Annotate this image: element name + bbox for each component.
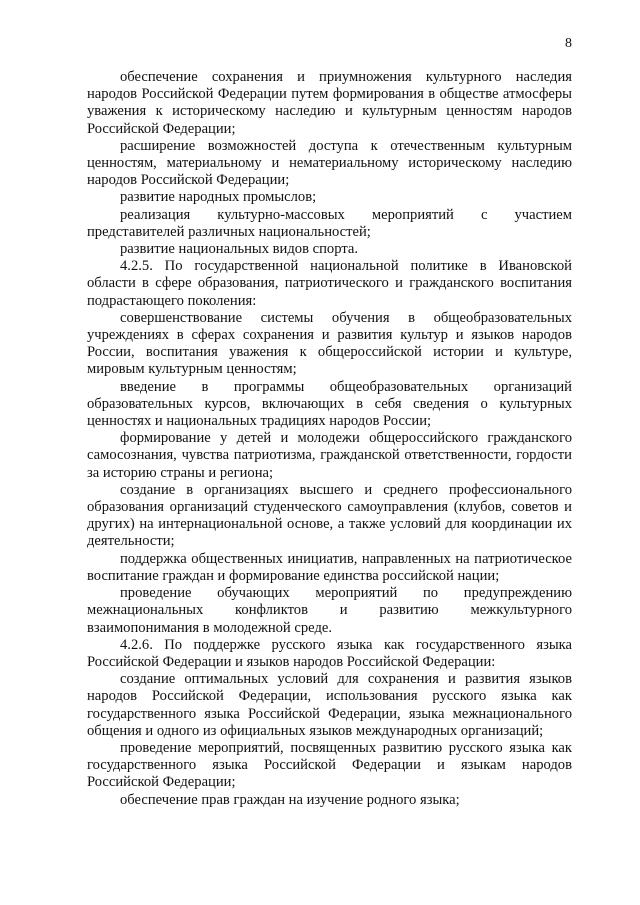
paragraph-training: проведение обучающих мероприятий по предупреждению межнациональных конфликтов и развитию межкультурного взаимопонимания в молодежной среде. (87, 585, 572, 636)
paragraph-language-events: проведение мероприятий, посвященных развитию русского языка как государственного языка Российской Федерации и языкам народов Российской Федерации; (87, 739, 572, 791)
paragraph-youth-identity: формирование у детей и молодежи общероссийского гражданского самосознания, чувства патриотизма, гражданской ответственности, гордости за историю страны и региона; (87, 430, 572, 481)
paragraph-courses: введение в программы общеобразовательных организаций образовательных курсов, включающих в себя сведения о культурных ценностях и национальных традициях народов России; (87, 378, 572, 430)
paragraph-sports: развитие национальных видов спорта. (120, 241, 359, 258)
section-4-2-5-heading: 4.2.5. По государственной национальной политике в Ивановской области в сфере образования, патриотического и гражданского воспитания подрастающего поколения: (87, 258, 572, 309)
paragraph-access: расширение возможностей доступа к отечественным культурным ценностям, материальному и нематериальному историческому наследию народов Российской Федерации; (87, 137, 572, 189)
paragraph-language-conditions: создание оптимальных условий для сохранения и развития языков народов Российской Федерации, использования русского языка как государственного языка Российской Федерации, языка межнационального общения и одного из официальных языков международных организаций; (87, 671, 572, 739)
paragraph-heritage: обеспечение сохранения и приумножения культурного наследия народов Российской Федерации путем формирования в обществе атмосферы уважения к историческому наследию и культурным ценностям народов Российской Федерации; (87, 69, 572, 137)
paragraph-crafts: развитие народных промыслов; (120, 189, 317, 206)
paragraph-student-government: создание в организациях высшего и среднего профессионального образования организаций студенческого самоуправления (клубов, советов и других) на интернациональной основе, а также условий для координации их деятельности; (87, 481, 572, 550)
document-body (87, 69, 572, 809)
paragraph-education-system: совершенствование системы обучения в общеобразовательных учреждениях в сферах сохранения и развития культур и языков народов России, воспитания уважения к общероссийской истории и культуре, мировым культурным ценностям; (87, 309, 572, 378)
page-number: 8 (565, 36, 572, 51)
paragraph-initiatives: поддержка общественных инициатив, направленных на патриотическое воспитание граждан и формирование единства российской нации; (87, 550, 572, 584)
paragraph-native-language: обеспечение прав граждан на изучение родного языка; (120, 791, 460, 808)
paragraph-events: реализация культурно-массовых мероприятий с участием представителей различных национальностей; (87, 206, 572, 240)
section-4-2-6-heading: 4.2.6. По поддержке русского языка как государственного языка Российской Федерации и языков народов Российской Федерации: (87, 636, 572, 670)
